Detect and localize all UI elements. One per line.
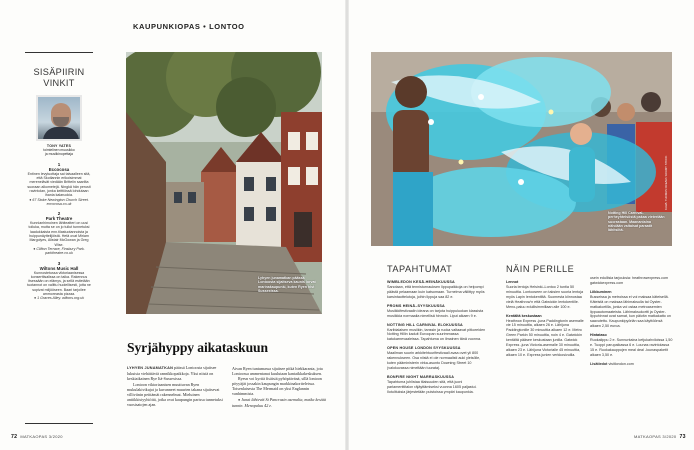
tip-item [25,211,93,255]
events-heading: TAPAHTUMAT [387,264,453,274]
location-pin-icon: ● [33,246,36,251]
sidebar-title [25,53,93,88]
tip-number: 1 [57,161,61,167]
event-body: Musiikkifestivaalin ideana on tarjota huippuluokan klassista musiikkia normaalia nimellisä hinnoin. Liput alkaen 9 e. [387,308,484,318]
prices-body: Ruokalippu 2 e. Sunnuntaina ketjukahviloissa 1,50 e. Tuoppi parupaikassa 6 e. Lounas ravintolassa 15 e. Ruokakauppojen meal deal -lounaspaketit alkaen 3,50 e. [590,338,673,357]
tip-item [25,162,93,206]
photo-credit: KUVA: THOMAS DREAM / AOAMY STOCK [664,155,668,210]
expert-name: TONY YATES [46,144,72,148]
sidebar-title-line2: VINKIT [43,77,75,88]
transport-subheading: Liikkuminen [590,289,612,294]
more-info: Lisätiedot visitlondon.com [590,361,634,366]
insider-tips-sidebar [25,52,93,424]
tip-address: ● 1 Graces Alley. wiltons.org.uk [33,296,85,301]
tip-name: Park Theatre [45,216,73,222]
page-gutter [345,0,349,450]
page-folio-left: 72 MATKAOPAS 3/2020 [11,434,63,440]
info-link[interactable]: visitlondon.com [608,361,634,366]
transport-body: Busseissa ja metroissa ei voi maksaa käteisellä. Käteistä on maksaa lähimaksulla tai Oyster-matkakortilla, jonka voi ostaa metroasemien lippuautomaateista. Lähimaksukortti ja Oyster-lippuhinnat ovat samat, kun päivän matkakatto on saavutettu. Kaupunkipyöriän saa käyttöönsä alkaen 2,50 euroa. [590,294,671,329]
event-body: Tapahtuma juhlistaa tilaisuuden sitä, että juoni parlamenttitalon räjäyttämiseksi vuonna 1605 paljastui. Ilotulituksia järjestetään puistoissa ympäri kaupunkia. [387,379,477,394]
article-headline: Syrjähyppy aikataskuun [127,340,268,355]
event-body: Karibialaisen musiikin, tanssin ja ruoka valtaavat pitkoreiden Notting Hillin kaduit Euroopan suurimmassa katukarnevaaleissa. Tapahtuma on ilmainen tänä vuonna. [387,327,486,342]
event-body: Sanotaan, että tennisturnauksen lippupaikkoja on helpompi päästä pelaamaan kuin katsomaan. Turnelma väliittyy myös karsintaottelutoja, joihin lippuja saa 82 e. [387,285,485,299]
events-list [387,276,487,395]
tip-item [25,261,93,301]
article-paragraph: päässä Lontoosta sijaitsee lukuisia viehättäviä rannikkopaikkoja. Yksi niistä on keskiaikainen Rye Itä-Sussexissa. [127,365,217,382]
prices-subheading: Hintataso [590,333,607,338]
tip-name: Eccocosa [48,166,70,172]
event-title: NOTTING HILL CARNIVAL ELOKUUSSA [387,322,463,327]
tip-name: Wiltons Music Hall [39,265,79,271]
article-paragraph: Lontoon viktoriaanisen muuttuvan Ryen mukulakivikujat ja kuvanneet muurien takana sijaitsevat villiviinin peittämät rakennelmat. Mieluinen antiikkisiyyhiöitä, jotka ovat kaupungin parissa tunnetuksi vuosisatojen ajan. [127,381,223,408]
express-links: usein edullisia tarjouksia: heathrowexpress.com gatwickexpress.com [590,276,669,285]
tip-number: 3 [57,260,61,266]
tip-body: Kunnianhimoinen lähiteatteri on uusi toiluka, mutta se on jo tullut tunnetuksi laadukkaista enn.tilastuotannoista ja huippunäyttelijöistä. Hetä ovat Miriam Margolyes, Alistair McGowan ja Greg Wise. [28,221,90,247]
airport-transfer-body: Heathrow Express -juna Paddingtonin asemalle vie 15 minuuttia, alkaen 26 e. Lähijuna Paddingtonille 30 minuuttia alkaen 12 e. Metro Green Parkin 50 minuuttia, noin 4 e. Gatwickin kentältä pääsee keskustaan junilla. Gatwick Express -juna Victoria-asemalle 30 minuuttia, alkaen 23 e. Lähijuna Victorialle 45 minuuttia, alkaen 10 e. Express junien verkkosivuilla. [506,318,584,357]
event-item [387,375,487,395]
event-item [387,346,487,371]
getting-there-section [506,276,588,358]
tip-address: ● Clifton Terrace, Finsbury Park. parktheatre.co.uk [33,246,85,256]
article-lead: LYHYEN JUNAMATKAN [127,366,174,370]
tip-address: ● 67 Stoke Newington Church Street. eccocosa.co.uk [29,197,89,206]
flights-subheading: Lennot [506,280,519,284]
page-folio-right: MATKAOPAS 3/2020 73 [634,434,686,440]
expert-portrait [36,95,82,141]
getting-there-heading: NÄIN PERILLE [506,264,575,274]
article-address: ● Junat lähtevät St Pancrasin asemalta, matka kestää tunnin. Menopaluu 42 e. [232,397,326,409]
article-column-2 [232,365,326,408]
tip-number: 2 [57,211,61,217]
location-pin-icon: ● [238,398,241,403]
event-title: PROMS HEINÄ–SYYSKUUSSA [387,303,445,308]
street-photo-caption: Lyhyen junamatkan päässä Lontoosta sijaitseva kaunis lorvat marinakaupunki, kuten Ryen hist Sussexissa. [258,276,316,293]
section-header: KAUPUNKIOPAS • LONTOO [133,22,245,31]
sidebar-title-line1: SISÄPIIRIN [33,67,85,77]
article-paragraph: Aivan Ryen tuntumassa sijaitsee pitkä hiekkaranta, jota Lontoossa ammentanat kuulutaan kantaikkakeskuksen. [232,365,323,376]
practical-info-column [590,276,674,367]
location-pin-icon: ● [33,296,37,301]
event-item [387,323,487,343]
airport-transfer-subheading: Kentältä keskustaan [506,313,542,318]
tip-body: Entinen levytuottaja sai taivaalleen sitä, että Skotlannin erikoisimmat merenelävät viedään Britteiin saarilta suoraan alkometejä. Ningkä hän perusti ravintolan, jonka keittiössä lohdutaan ihania kalaruokia. [27,171,91,198]
article-column-1 [127,365,225,407]
event-title: OPEN HOUSE LONDON SYYSKUUSSA [387,346,461,351]
article-paragraph: Ryesn voi kyrtiä fisäisiä pyhöpäivänä, sillä lontoon pöyyäjät jossakin kaupungin markkinakortteleissa. Toisenlaisesta The Mermaid on yksi Englannin vanhimmista. [232,376,322,397]
tip-body: Kunnostetussa viktoriaanisessa konserttisalissa on taika. Rakennus itsessään on elämys, ja sellä esitetään tuotannot on valittu huolellisesti, jotta ne sopivat miljööseen. Baari tarjoilee ammoreasta pizzaa. [27,270,91,297]
flights-body: Suoria lentoja Helsinki–Lontoo 2 tuntia 50 minuuttia. Lontooseen on taksien suoria lentoja myös Lapin lentokentiltä. Suomesta kiinnostaa vielä Heathrow'n että Gatwickin lentokentille. Meno-paluu edullisimmillaan alle 100 e. [506,285,584,309]
event-title: BONFIRE NIGHT MARRASKUUSSA [387,374,455,379]
expert-role: toimielinen muusikko ja musiikinopettaja [43,148,75,157]
location-pin-icon: ● [29,197,32,202]
rye-street-photo [126,52,322,314]
event-body: Maailman suurin arkkitehtuurifestivaali avaa ovet yli 800 rakennukseen. Osa niistä ei ole normaalisti auki yleisölle, kuten pääministerin virka-asunto Downing Street 10 (valokuvassa nimeltään tuurata). [387,351,481,370]
carnival-photo-caption: Notting Hill Carnival-perheyhteisöstä pakaa vieteriään suorastaan. Maanantaina nähdään valtaisat paraatit lähitsiltä. [608,211,665,233]
event-title: WIMBLEDON KESÄ-HEINÄKUUSSA [387,280,455,284]
event-item [387,304,487,319]
event-item [387,280,487,300]
